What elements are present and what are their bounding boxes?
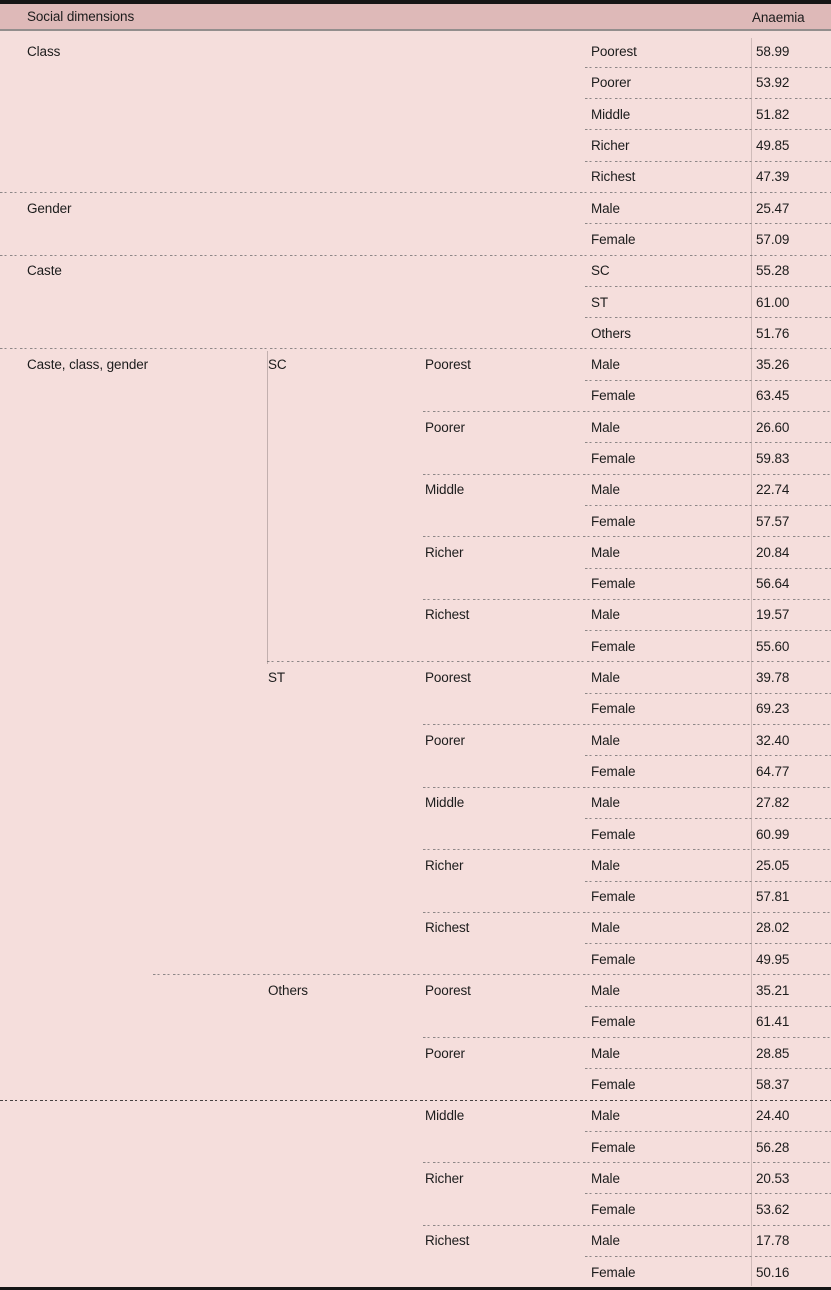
table-row: [0, 1257, 831, 1288]
cell-value: 28.02: [756, 920, 790, 936]
cell-dimension: Class: [27, 44, 61, 60]
table-row: [0, 412, 831, 443]
table-row: [0, 255, 831, 286]
row-separator: [0, 348, 831, 349]
cell-subgroup: Female: [591, 638, 636, 654]
row-separator: [585, 223, 831, 224]
table-row: [0, 850, 831, 881]
cell-subgroup: Female: [591, 763, 636, 779]
cell-subgroup: Female: [591, 701, 636, 717]
cell-value: 64.77: [756, 763, 790, 779]
row-separator: [423, 474, 831, 475]
cell-value: 51.76: [756, 325, 790, 341]
row-separator: [585, 630, 831, 631]
cell-value: 49.85: [756, 138, 790, 154]
cell-class: Poorer: [425, 419, 465, 435]
table-row: [0, 881, 831, 912]
row-separator: [423, 1162, 831, 1163]
row-separator: [585, 1131, 831, 1132]
cell-subgroup: Female: [591, 1139, 636, 1155]
cell-dimension: Caste: [27, 263, 62, 279]
row-separator: [585, 881, 831, 882]
table-header-row: [0, 4, 831, 31]
table-row: [0, 192, 831, 223]
cell-value: 27.82: [756, 795, 790, 811]
row-separator: [585, 98, 831, 99]
cell-subgroup: Female: [591, 388, 636, 404]
row-separator: [585, 693, 831, 694]
cell-subgroup: Male: [591, 419, 620, 435]
table-row: [0, 505, 831, 536]
table-row: [0, 944, 831, 975]
header-social-dimensions: Social dimensions: [27, 9, 135, 24]
table-row: [0, 537, 831, 568]
cell-value: 56.28: [756, 1139, 790, 1155]
cell-subgroup: Male: [591, 1108, 620, 1124]
cell-value: 35.26: [756, 357, 790, 373]
cell-value: 39.78: [756, 670, 790, 686]
cell-value: 35.21: [756, 983, 790, 999]
table-bottom-rule: [0, 1287, 831, 1290]
table-row: [0, 349, 831, 380]
cell-value: 61.00: [756, 294, 790, 310]
table-row: [0, 318, 831, 349]
cell-value: 55.28: [756, 263, 790, 279]
row-separator: [585, 943, 831, 944]
table-row: [0, 1194, 831, 1225]
cell-subgroup: Female: [591, 576, 636, 592]
cell-subgroup: Male: [591, 482, 620, 498]
cell-subgroup: Richer: [591, 138, 630, 154]
table-row: [0, 1163, 831, 1194]
table-row: [0, 130, 831, 161]
cell-value: 49.95: [756, 951, 790, 967]
cell-class: Poorest: [425, 357, 471, 373]
cell-subgroup: Female: [591, 826, 636, 842]
cell-subgroup: Others: [591, 325, 631, 341]
cell-subgroup: Female: [591, 951, 636, 967]
cell-subgroup: Male: [591, 357, 620, 373]
row-separator: [585, 380, 831, 381]
row-separator: [423, 1225, 831, 1226]
row-separator: [423, 724, 831, 725]
table-row: [0, 1225, 831, 1256]
table-row: [0, 912, 831, 943]
cell-value: 32.40: [756, 732, 790, 748]
cell-subgroup: Male: [591, 1233, 620, 1249]
table-row: [0, 443, 831, 474]
row-separator: [585, 568, 831, 569]
cell-value: 20.84: [756, 544, 790, 560]
table-row: [0, 787, 831, 818]
table-row: [0, 568, 831, 599]
cell-subgroup: Female: [591, 231, 636, 247]
cell-subgroup: Male: [591, 1045, 620, 1061]
cell-class: Poorer: [425, 732, 465, 748]
cell-class: Poorest: [425, 670, 471, 686]
cell-subgroup: Female: [591, 1264, 636, 1280]
cell-value: 47.39: [756, 169, 790, 185]
cell-class: Richest: [425, 1233, 470, 1249]
cell-subgroup: Female: [591, 1014, 636, 1030]
row-separator: [423, 599, 831, 600]
cell-value: 60.99: [756, 826, 790, 842]
cell-subgroup: Male: [591, 795, 620, 811]
cell-subgroup: Richest: [591, 169, 636, 185]
cell-value: 57.09: [756, 231, 790, 247]
cell-subgroup: Female: [591, 1076, 636, 1092]
row-separator: [585, 67, 831, 68]
table-row: [0, 224, 831, 255]
cell-class: Middle: [425, 795, 465, 811]
cell-value: 25.05: [756, 857, 790, 873]
cell-class: Richer: [425, 544, 464, 560]
cell-value: 56.64: [756, 576, 790, 592]
table-body: [0, 31, 831, 1288]
row-separator: [585, 286, 831, 287]
cell-subgroup: Male: [591, 920, 620, 936]
table-row: [0, 693, 831, 724]
cell-value: 63.45: [756, 388, 790, 404]
table-row: [0, 725, 831, 756]
cell-subgroup: Male: [591, 1170, 620, 1186]
cell-subgroup: ST: [591, 294, 609, 310]
cell-class: Poorer: [425, 1045, 465, 1061]
row-separator: [585, 129, 831, 130]
cell-subgroup: Male: [591, 732, 620, 748]
table-row: [0, 99, 831, 130]
table-row: [0, 67, 831, 98]
cell-class: Richer: [425, 857, 464, 873]
cell-subgroup: SC: [591, 263, 610, 279]
row-separator: [585, 1006, 831, 1007]
row-separator: [585, 317, 831, 318]
cell-value: 53.62: [756, 1202, 790, 1218]
cell-class: Middle: [425, 482, 465, 498]
row-separator: [423, 912, 831, 913]
cell-subgroup: Male: [591, 607, 620, 623]
table-row: [0, 474, 831, 505]
row-separator: [585, 1068, 831, 1069]
table-row: [0, 818, 831, 849]
cell-border-artifact-value-column: [751, 38, 752, 1286]
cell-subgroup: Poorer: [591, 75, 631, 91]
row-separator: [0, 192, 831, 193]
cell-subgroup: Poorest: [591, 44, 637, 60]
header-anaemia: Anaemia: [752, 10, 805, 25]
row-separator: [585, 505, 831, 506]
cell-class: Richer: [425, 1170, 464, 1186]
row-separator: [585, 1256, 831, 1257]
cell-caste: ST: [268, 670, 286, 686]
cell-value: 55.60: [756, 638, 790, 654]
cell-subgroup: Female: [591, 889, 636, 905]
cell-value: 69.23: [756, 701, 790, 717]
table-row: [0, 975, 831, 1006]
cell-class: Richest: [425, 607, 470, 623]
cell-border-artifact-sc: [267, 351, 268, 664]
cell-subgroup: Male: [591, 857, 620, 873]
cell-value: 53.92: [756, 75, 790, 91]
cell-caste: Others: [268, 983, 308, 999]
cell-caste: SC: [268, 357, 287, 373]
row-separator: [585, 161, 831, 162]
cell-dimension: Caste, class, gender: [27, 357, 149, 373]
table-row: [0, 286, 831, 317]
cell-value: 51.82: [756, 106, 790, 122]
table-row: [0, 36, 831, 67]
table-row: [0, 599, 831, 630]
cell-class: Richest: [425, 920, 470, 936]
row-separator: [153, 974, 831, 975]
cell-value: 50.16: [756, 1264, 790, 1280]
cell-value: 22.74: [756, 482, 790, 498]
cell-subgroup: Male: [591, 544, 620, 560]
table-row: [0, 1069, 831, 1100]
cell-value: 58.99: [756, 44, 790, 60]
cell-subgroup: Female: [591, 513, 636, 529]
table-row: [0, 1131, 831, 1162]
cell-value: 58.37: [756, 1076, 790, 1092]
cell-subgroup: Female: [591, 1202, 636, 1218]
cell-value: 19.57: [756, 607, 790, 623]
row-separator: [423, 787, 831, 788]
row-separator: [423, 536, 831, 537]
cell-value: 57.81: [756, 889, 790, 905]
cell-value: 57.57: [756, 513, 790, 529]
row-separator: [0, 255, 831, 256]
cell-subgroup: Female: [591, 451, 636, 466]
table-row: [0, 1006, 831, 1037]
row-separator: [423, 411, 831, 412]
cell-subgroup: Male: [591, 200, 620, 216]
cell-subgroup: Male: [591, 670, 620, 686]
row-separator: [267, 661, 831, 662]
row-separator: [585, 1193, 831, 1194]
table-row: [0, 161, 831, 192]
cell-value: 17.78: [756, 1233, 790, 1249]
row-separator: [585, 755, 831, 756]
cell-dimension: Gender: [27, 200, 72, 216]
table-row: [0, 631, 831, 662]
cell-subgroup: Middle: [591, 106, 631, 122]
cell-value: 24.40: [756, 1108, 790, 1124]
cell-value: 59.83: [756, 451, 790, 466]
row-separator: [585, 442, 831, 443]
cell-class: Middle: [425, 1108, 465, 1124]
cell-value: 28.85: [756, 1045, 790, 1061]
cell-subgroup: Male: [591, 983, 620, 999]
cell-value: 25.47: [756, 200, 790, 216]
cell-value: 61.41: [756, 1014, 790, 1030]
table-row: [0, 1038, 831, 1069]
cell-value: 26.60: [756, 419, 790, 435]
cell-class: Poorest: [425, 983, 471, 999]
cell-value: 20.53: [756, 1170, 790, 1186]
table-row: [0, 1100, 831, 1131]
row-separator: [585, 818, 831, 819]
table-row: [0, 380, 831, 411]
row-separator: [423, 1037, 831, 1038]
table-row: [0, 756, 831, 787]
row-separator: [423, 849, 831, 850]
row-separator: [0, 1100, 831, 1101]
table-row: [0, 662, 831, 693]
